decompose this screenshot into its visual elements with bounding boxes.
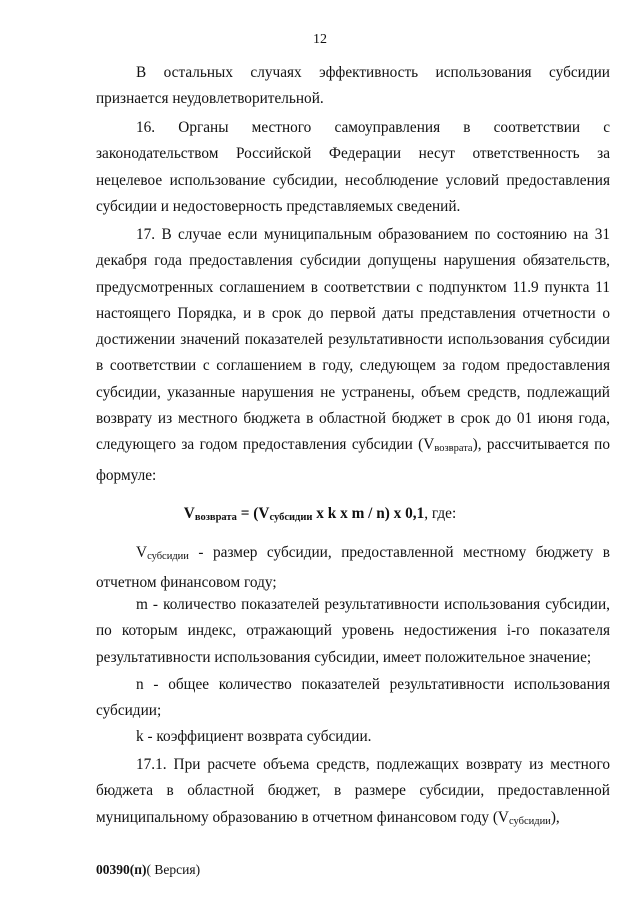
paragraph-ineffective [96, 60, 610, 113]
version-label: ( Версия) [146, 862, 201, 877]
formula-subscript: возврата [194, 512, 237, 523]
subscript: возврата [434, 443, 473, 455]
definition-m [96, 592, 610, 671]
definition-v [96, 540, 610, 597]
subscript: субсидии [508, 815, 551, 827]
paragraph-text: 17. В случае если муниципальным образованием по состоянию на 31 декабря года предоставления субсидии допущены нарушения обязательств, предусмотренных соглашением в соответствии с подпунктом 11.9 пункта 11 настоящего Порядка, и в срок до первой даты представления отчетности о достижении значений показателей результативности использования субсидии в соответствии с соглашением в году, следующем за годом предоставления субсидии, указанные нарушения не устранены, объем средств, подлежащий возврату из местного бюджета в областной бюджет в срок до 01 июня года, следующего за годом предоставления субсидии (V [96, 226, 610, 454]
formula-part: = (V [236, 505, 270, 522]
paragraph-17-1 [96, 752, 610, 835]
formula [0, 505, 640, 523]
definition-k [96, 724, 610, 750]
paragraph-text: 17.1. При расчете объема средств, подлежащих возврату из местного бюджета в областной бюджет, в размере субсидии, предоставленной муниципальному образованию в отчетном финансовом году (V [96, 756, 610, 826]
paragraph-17 [96, 222, 610, 489]
paragraph-text: 16. Органы местного самоуправления в соответствии с законодательством Российской Федерации несут ответственность за нецелевое использование субсидии, несоблюдение условий предоставления субсидии и недостоверность представляемых сведений. [96, 119, 610, 215]
subscript: субсидии [147, 551, 189, 562]
definition-symbol: V [136, 544, 148, 561]
definition-text: - размер субсидии, предоставленной местному бюджету в отчетном финансовом году; [96, 544, 610, 592]
paragraph-16 [96, 115, 610, 220]
formula-suffix: , где: [424, 505, 457, 522]
paragraph-text-tail: ), [550, 808, 560, 826]
page-number: 12 [313, 32, 327, 47]
definition-text: m - количество показателей результативности использования субсидии, по которым индекс, отражающий уровень недостижения i-го показателя результативности использования субсидии, имеет положительное значение; [96, 596, 610, 666]
formula-part: x k x m / n) x 0,1 [312, 505, 425, 522]
paragraph-text-tail: ), рассчитывается по формуле: [96, 436, 610, 484]
definition-n [96, 672, 610, 725]
formula-part: V [183, 505, 195, 522]
formula-subscript: субсидии [269, 512, 313, 523]
definition-text: k - коэффициент возврата субсидии. [136, 728, 372, 745]
document-footer [96, 862, 200, 878]
document-code: 00390(п) [96, 862, 147, 877]
paragraph-text: В остальных случаях эффективность использования субсидии признается неудовлетворительной. [96, 64, 610, 108]
definition-text: n - общее количество показателей результативности использования субсидии; [96, 676, 610, 720]
